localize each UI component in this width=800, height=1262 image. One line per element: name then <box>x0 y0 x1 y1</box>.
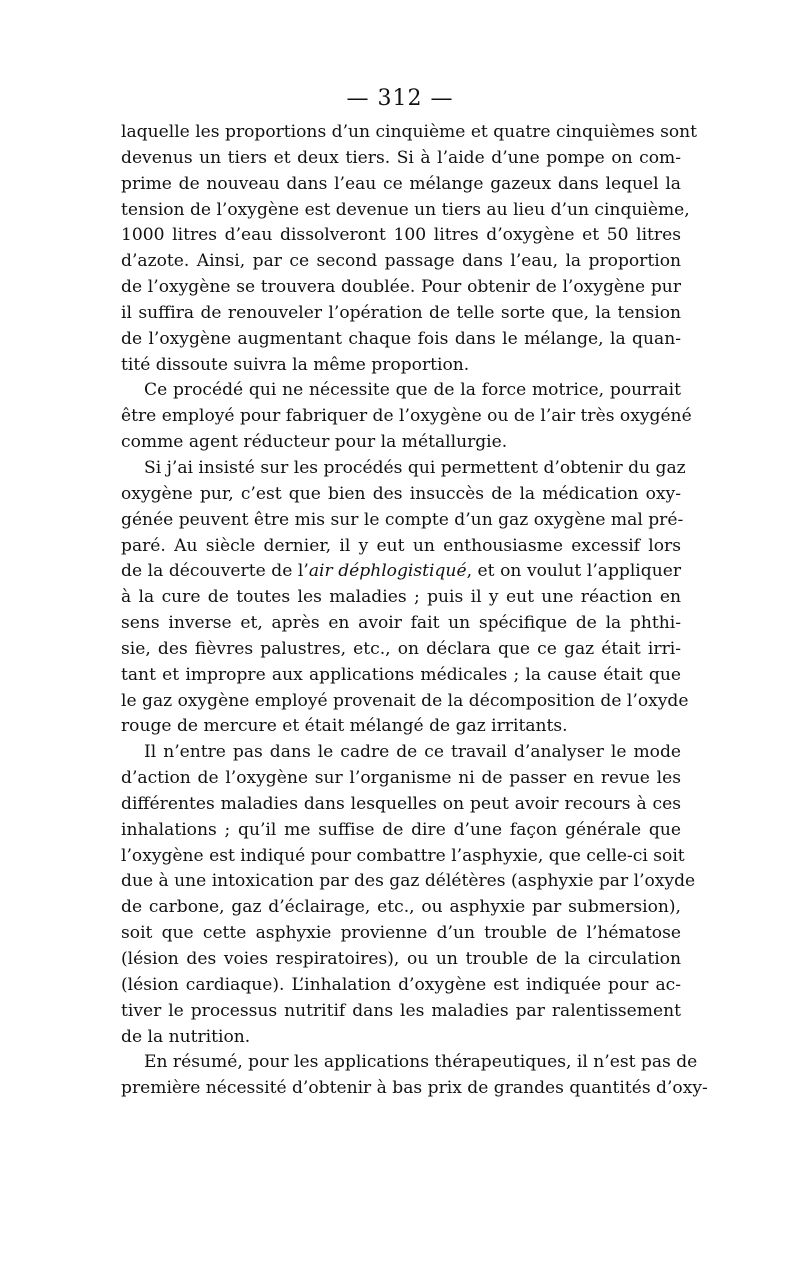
text-line: rouge de mercure et était mélangé de gaz irritants. <box>121 716 568 737</box>
paragraph <box>121 378 692 456</box>
text-line: Il n’entre pas dans le cadre de ce travail d’analyser le mode <box>144 742 681 763</box>
text-line: due à une intoxication par des gaz délétères (asphyxie par l’oxyde <box>121 871 696 892</box>
italic-term: air déphlogistiqué <box>308 561 467 582</box>
text-line: l’oxygène est indiqué pour combattre l’asphyxie, que celle-ci soit <box>121 845 685 866</box>
body-text <box>121 120 708 1102</box>
text-line: Si j’ai insisté sur les procédés qui permettent d’obtenir du gaz <box>144 457 686 478</box>
text-line: de l’oxygène se trouvera doublée. Pour obtenir de l’oxygène pur <box>121 277 681 298</box>
paragraph <box>121 1050 708 1102</box>
text-line: tant et impropre aux applications médicales ; la cause était que <box>121 664 681 685</box>
text-line: de carbone, gaz d’éclairage, etc., ou asphyxie par submersion), <box>121 897 681 918</box>
paragraph <box>121 120 698 378</box>
text-line: devenus un tiers et deux tiers. Si à l’aide d’une pompe on com- <box>121 147 681 168</box>
text-line: paré. Au siècle dernier, il y eut un enthousiasme excessif lors <box>121 535 681 556</box>
text-line: 1000 litres d’eau dissolveront 100 litres d’oxygène et 50 litres <box>121 225 681 246</box>
text-line: En résumé, pour les applications thérapeutiques, il n’est pas de <box>144 1052 698 1073</box>
text-line: comme agent réducteur pour la métallurgie. <box>121 432 508 453</box>
text-line: différentes maladies dans lesquelles on peut avoir recours à ces <box>121 793 681 814</box>
text-line <box>121 559 681 585</box>
text-line: inhalations ; qu’il me suffise de dire d’une façon générale que <box>121 819 681 840</box>
text-line: le gaz oxygène employé provenait de la décomposition de l’oxyde <box>121 690 689 711</box>
text-line: être employé pour fabriquer de l’oxygène ou de l’air très oxygéné <box>121 406 692 427</box>
page-number: — 312 — <box>346 86 454 111</box>
paragraph <box>121 456 689 740</box>
text-line: laquelle les proportions d’un cinquième et quatre cinquièmes sont <box>121 122 698 142</box>
text-line: (lésion cardiaque). L’inhalation d’oxygène est indiquée pour ac- <box>121 974 681 995</box>
text-line: oxygène pur, c’est que bien des insuccès de la médication oxy- <box>121 483 681 504</box>
text-line: à la cure de toutes les maladies ; puis il y eut une réaction en <box>121 587 681 608</box>
text-line: première nécessité d’obtenir à bas prix de grandes quantités d’oxy- <box>121 1078 708 1099</box>
text-line: génée peuvent être mis sur le compte d’un gaz oxygène mal pré- <box>121 509 684 530</box>
text-fragment: de la découverte de l’ <box>121 561 309 582</box>
text-line: il suffira de renouveler l’opération de telle sorte que, la tension <box>121 302 681 323</box>
paragraph <box>121 740 696 1050</box>
text-line: prime de nouveau dans l’eau ce mélange gazeux dans lequel la <box>121 173 681 194</box>
text-fragment: , et on voulut l’appliquer <box>466 561 681 582</box>
text-line: tité dissoute suivra la même proportion. <box>121 354 470 375</box>
text-line: d’azote. Ainsi, par ce second passage dans l’eau, la proportion <box>121 251 681 272</box>
text-line: de la nutrition. <box>121 1026 251 1047</box>
text-line: sie, des fièvres palustres, etc., on déclara que ce gaz était irri- <box>121 638 681 659</box>
text-line: Ce procédé qui ne nécessite que de la force motrice, pourrait <box>144 380 681 401</box>
text-line: tiver le processus nutritif dans les maladies par ralentissement <box>121 1000 681 1021</box>
text-line: de l’oxygène augmentant chaque fois dans le mélange, la quan- <box>121 328 681 349</box>
text-line: (lésion des voies respiratoires), ou un trouble de la circulation <box>121 949 681 969</box>
text-line: d’action de l’oxygène sur l’organisme ni de passer en revue les <box>121 768 681 789</box>
text-line: soit que cette asphyxie provienne d’un trouble de l’hématose <box>121 923 681 944</box>
text-line: sens inverse et, après en avoir fait un spécifique de la phthi- <box>121 613 681 634</box>
text-line: tension de l’oxygène est devenue un tiers au lieu d’un cinquième, <box>121 199 690 220</box>
